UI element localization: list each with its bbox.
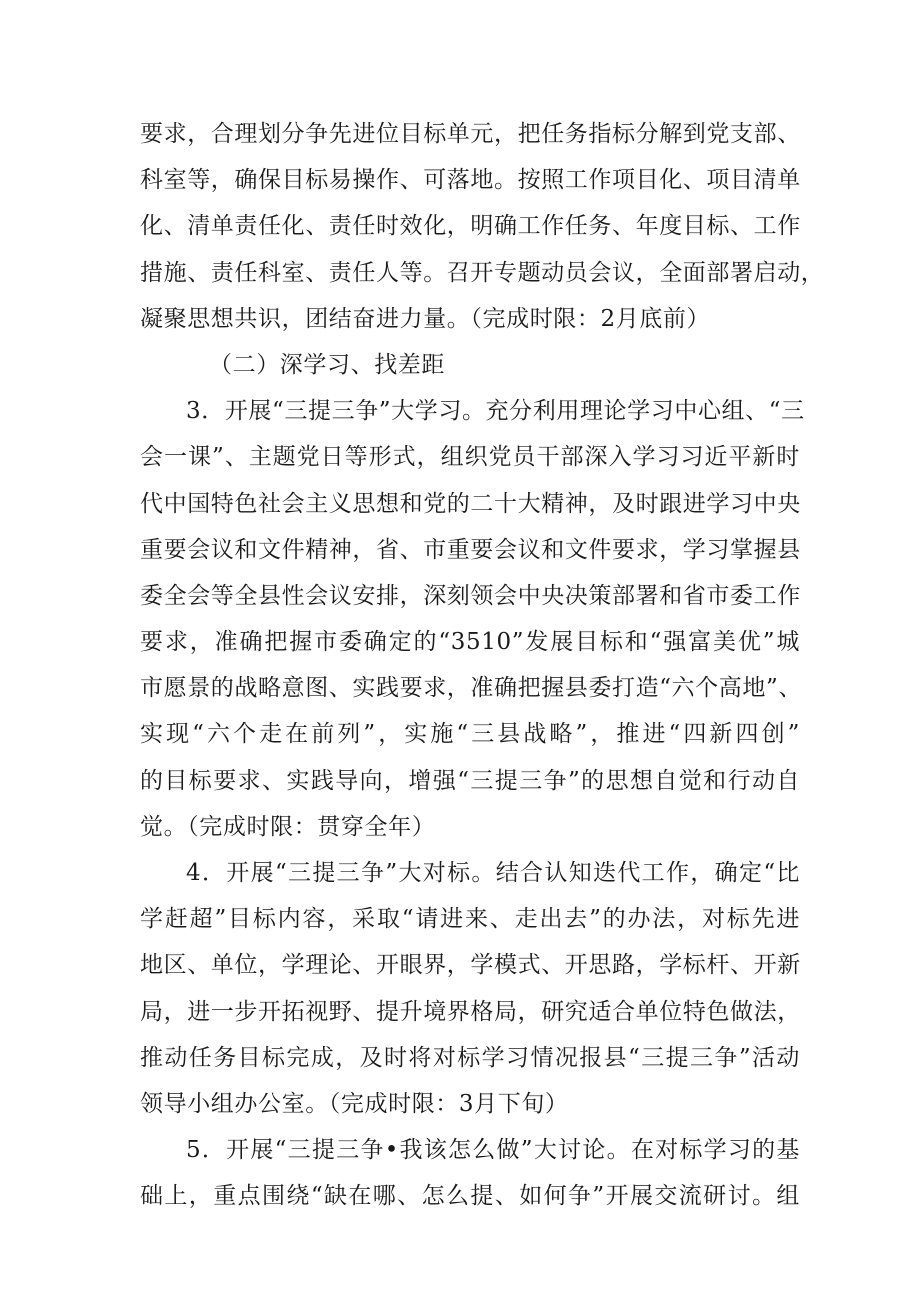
section-heading (140, 342, 800, 388)
paragraph-5 (140, 1127, 800, 1219)
text-line: 3．开展“三提三争”大学习。充分利用理论学习中心组、“三 (186, 398, 805, 425)
text-line: 推动任务目标完成，及时将对标学习情况报县“三提三争”活动 (140, 1044, 800, 1071)
text-line: 凝聚思想共识，团结奋进力量。（完成时限：2月底前） (140, 305, 711, 332)
text-line: 5．开展“三提三争•我该怎么做”大讨论。在对标学习的基 (186, 1137, 800, 1164)
text-line: 的目标要求、实践导向，增强“三提三争”的思想自觉和行动自 (140, 767, 800, 794)
text-line: 代中国特色社会主义思想和党的二十大精神，及时跟进学习中央 (140, 490, 801, 517)
paragraph-1 (140, 111, 825, 342)
paragraph-3 (140, 388, 805, 850)
text-line: 觉。（完成时限：贯穿全年） (140, 813, 436, 840)
document-body (140, 111, 825, 1220)
text-line: 市愿景的战略意图、实践要求，准确把握县委打造“六个高地”、 (140, 675, 802, 702)
text-line: 化、清单责任化、责任时效化，明确工作任务、年度目标、工作 (140, 213, 801, 240)
text-line: 局，进一步开拓视野、提升境界格局，研究适合单位特色做法， (140, 998, 801, 1025)
text-line: 要求，合理划分争先进位目标单元，把任务指标分解到党支部、 (140, 121, 801, 147)
text-line: 委全会等全县性会议安排，深刻领会中央决策部署和省市委工作 (140, 582, 801, 609)
section-heading-text: （二）深学习、找差距 (209, 351, 445, 378)
text-line: 地区、单位，学理论、开眼界，学模式、开思路，学标杆、开新 (140, 952, 801, 979)
text-line: 领导小组办公室。（完成时限：3月下旬） (140, 1090, 569, 1117)
text-line: 础上，重点围绕“缺在哪、怎么提、如何争”开展交流研讨。组 (140, 1183, 800, 1210)
text-line: 要求，准确把握市委确定的“3510”发展目标和“强富美优”城 (140, 629, 800, 656)
text-line: 学赶超”目标内容，采取“请进来、走出去”的办法，对标先进 (140, 906, 800, 933)
text-line: 实现“六个走在前列”，实施“三县战略”，推进“四新四创” (140, 721, 800, 748)
text-line: 重要会议和文件精神，省、市重要会议和文件要求，学习掌握县 (140, 536, 801, 563)
text-line: 科室等，确保目标易操作、可落地。按照工作项目化、项目清单 (140, 167, 801, 194)
text-line: 会一课”、主题党日等形式，组织党员干部深入学习习近平新时 (140, 444, 800, 471)
text-line: 4．开展“三提三争”大对标。结合认知迭代工作，确定“比 (186, 860, 800, 886)
paragraph-4 (140, 850, 800, 1127)
text-line: 措施、责任科室、责任人等。召开专题动员会议，全面部署启动， (140, 259, 825, 286)
